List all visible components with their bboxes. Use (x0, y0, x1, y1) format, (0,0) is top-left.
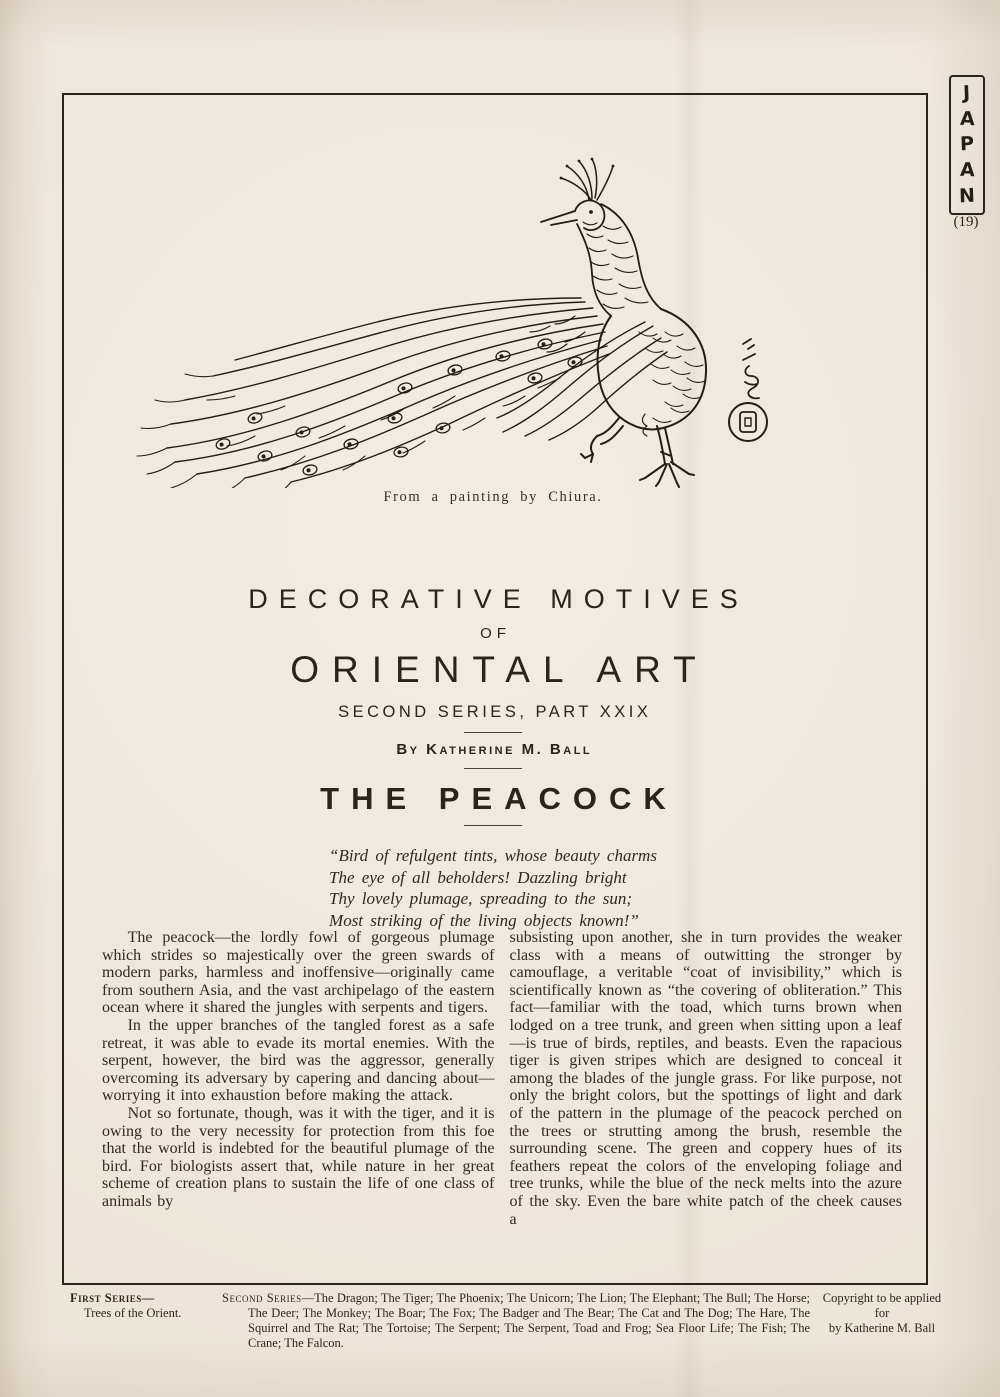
artist-seal-icon (723, 336, 773, 448)
divider-rule (464, 825, 522, 826)
japan-stamp-letter: J (963, 81, 971, 104)
quote-line: Thy lovely plumage, spreading to the sun; (329, 889, 633, 909)
second-series-label: Second Series (222, 1291, 302, 1305)
page-number: (19) (953, 214, 979, 230)
japan-stamp-letter: N (958, 184, 976, 208)
series-title-of: OF (480, 625, 511, 642)
japan-stamp-letter: A (959, 107, 975, 130)
quote-line: “Bird of refulgent tints, whose beauty charms (329, 846, 657, 865)
paragraph: The peacock—the lordly fowl of gorgeous plumage which strides so majestically over the green swards of modern parks, harmless and inoffensive—originally came from southern Asia, and the vast archipelago of the eastern ocean where it shared the jungles with serpents and tigers. (102, 929, 495, 1017)
first-series-value: Trees of the Orient. (84, 1306, 182, 1320)
copyright-line1: Copyright to be applied for (822, 1291, 942, 1320)
body-text (102, 929, 902, 1228)
series-title-line2: ORIENTAL ART (290, 649, 709, 690)
japan-stamp-letter: A (959, 159, 975, 182)
paragraph: In the upper branches of the tangled forest as a safe retreat, it was able to evade its mortal enemies. With the serpent, however, the bird was the aggressor, generally overcoming its adversary by capering and dancing about—worrying it into exhaustion before making the attack. (102, 1016, 495, 1105)
footer-second-series (222, 1291, 810, 1351)
copyright-line2: by Katherine M. Ball (828, 1321, 936, 1335)
divider-rule (464, 732, 522, 733)
series-title-line1: DECORATIVE MOTIVES (248, 584, 749, 614)
article-title: THE PEACOCK (320, 780, 678, 816)
body-left-column (102, 929, 495, 1228)
masthead (62, 586, 924, 826)
japan-stamp (949, 75, 985, 215)
quote-line: Most striking of the living objects known!” (329, 910, 639, 930)
opening-quote (62, 845, 924, 931)
footer-copyright (822, 1291, 942, 1336)
peacock-illustration-svg (105, 156, 755, 488)
japan-stamp-letter: P (959, 133, 975, 156)
second-series-text: —The Dragon; The Tiger; The Phoenix; The Unicorn; The Lion; The Elephant; The Bull; The Horse; The Deer; The Monkey; The Boar; The Fox; The Badger and The Bear; The Cat and The Dog; The Hare, The Squirrel and The Rat; The Tortoise; The Serpent; The Serpent, Toad and Frog; Sea Floor Life; The Fish; The Crane; The Falcon. (248, 1291, 811, 1350)
peacock-illustration (105, 156, 755, 488)
footer-first-series (70, 1291, 210, 1321)
byline: By Katherine M. Ball (396, 740, 593, 758)
first-series-label: First Series— (70, 1291, 155, 1305)
paragraph: Not so fortunate, though, was it with the tiger, and it is owing to the very necessity for protection from this foe that the world is indebted for the beautiful plumage of the bird. For biologists assert that, while nature in her great scheme of creation plans to sustain the life of one class of animals by (102, 1104, 495, 1210)
series-part-line: SECOND SERIES, PART XXIX (338, 703, 652, 721)
artwork-caption: From a painting by Chiura. (383, 489, 603, 505)
divider-rule (464, 768, 522, 769)
page-footer (70, 1291, 942, 1351)
quote-line: The eye of all beholders! Dazzling bright (329, 867, 627, 887)
paragraph: subsisting upon another, she in turn provides the weaker class with a means of outwitting the stronger by camouflage, a veritable “coat of invisibility,” which is scientifically known as “the covering of obliteration.” This fact—familiar with the toad, which turns brown when lodged on a tree trunk, and green when sitting upon a leaf—is true of birds, reptiles, and beasts. Even the rapacious tiger is given stripes which are designed to conceal it among the blades of the jungle grass. For like purpose, not only the bright colors, but the spottings of light and dark of the pattern in the plumage of the peacock perched on the trees or strutting among the brush, resemble the surrounding scene. The green and coppery hues of its feathers repeat the colors of the enveloping foliage and tree trunks, while the blue of the neck melts into the azure of the sky. Even the bare white patch of the cheek causes a (509, 929, 902, 1228)
body-right-column (510, 929, 903, 1228)
